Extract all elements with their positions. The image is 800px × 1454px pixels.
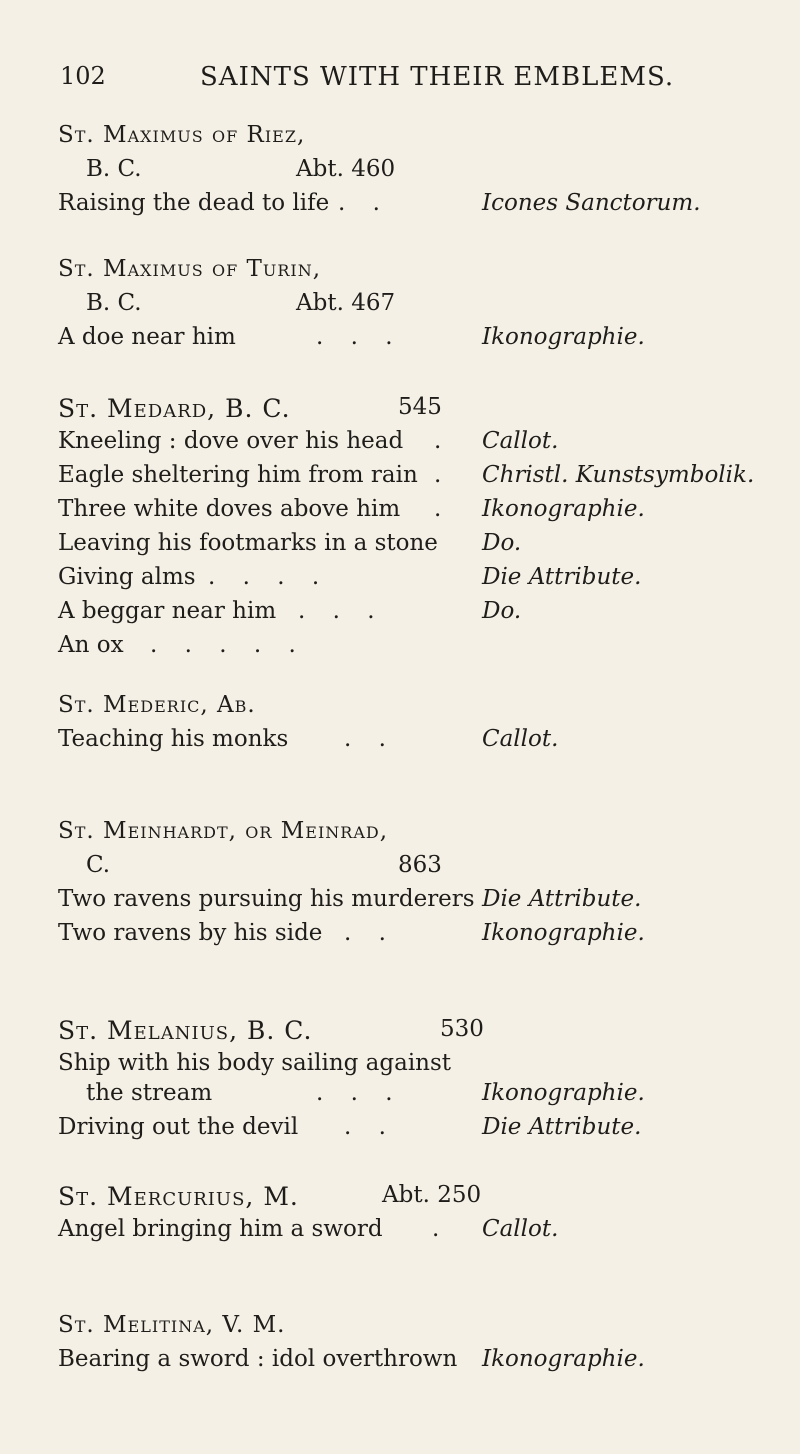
- emblem-row: [58, 920, 778, 954]
- emblem-source: Die Attribute.: [482, 886, 642, 912]
- leader-dots: . . . .: [208, 564, 330, 590]
- emblem-text: Bearing a sword : idol overthrown: [58, 1346, 458, 1372]
- emblem-text: Giving alms: [58, 564, 196, 590]
- emblem-text: Angel bringing him a sword: [58, 1216, 383, 1242]
- emblem-source: Icones Sanctorum.: [482, 190, 701, 216]
- leader-dots: . .: [344, 1114, 396, 1140]
- emblem-row: [58, 190, 778, 224]
- leader-dots: . .: [344, 920, 396, 946]
- emblem-text: Raising the dead to life: [58, 190, 330, 216]
- saint-entry-medard: [58, 394, 778, 666]
- emblem-source: Do.: [482, 530, 522, 556]
- saint-name: St. Medard, B. C.: [58, 394, 291, 423]
- saint-name: St. Meinhardt, or Meinrad,: [58, 818, 389, 844]
- saint-date: Abt. 467: [296, 290, 396, 316]
- emblem-row: [58, 324, 778, 358]
- leader-dots: .: [434, 462, 452, 488]
- page-number: 102: [60, 62, 106, 90]
- leader-dots: . . . . .: [150, 632, 306, 658]
- emblem-text-continued: the stream: [86, 1080, 213, 1106]
- saint-name: St. Maximus of Turin,: [58, 256, 322, 282]
- saint-entry-maximus-riez: [58, 122, 778, 224]
- saint-name: St. Mederic, Ab.: [58, 692, 256, 718]
- emblem-text: Ship with his body sailing against: [58, 1050, 452, 1076]
- emblem-row: [58, 564, 778, 598]
- saint-date: 545: [398, 394, 442, 420]
- emblem-row: [58, 428, 778, 462]
- saint-entry-melanius: [58, 1016, 778, 1148]
- emblem-source: Ikonographie.: [482, 496, 645, 522]
- saint-entry-mercurius: [58, 1182, 778, 1250]
- page-title: SAINTS WITH THEIR EMBLEMS.: [200, 62, 675, 92]
- emblem-text: Eagle sheltering him from rain: [58, 462, 418, 488]
- leader-dots: . . .: [298, 598, 385, 624]
- emblem-row: [58, 1114, 778, 1148]
- emblem-row: [58, 530, 778, 564]
- emblem-source: Callot.: [482, 1216, 559, 1242]
- running-head: [60, 62, 740, 96]
- emblem-source: Ikonographie.: [482, 1346, 645, 1372]
- emblem-row: [58, 1050, 778, 1080]
- emblem-source: Do.: [482, 598, 522, 624]
- saint-entry-mederic: [58, 692, 778, 760]
- emblem-text: Two ravens pursuing his murderers: [58, 886, 475, 912]
- emblem-text: An ox: [58, 632, 124, 658]
- emblem-row: [58, 496, 778, 530]
- saint-date: Abt. 250: [382, 1182, 482, 1208]
- saint-rank: B. C.: [86, 290, 142, 316]
- emblem-text: Two ravens by his side: [58, 920, 323, 946]
- emblem-source: Ikonographie.: [482, 920, 645, 946]
- emblem-row: [58, 632, 778, 666]
- emblem-row: [58, 598, 778, 632]
- saint-date: 863: [398, 852, 442, 878]
- emblem-text: A doe near him: [58, 324, 236, 350]
- emblem-source: Ikonographie.: [482, 1080, 645, 1106]
- leader-dots: . .: [344, 726, 396, 752]
- saint-date: 530: [440, 1016, 484, 1042]
- emblem-source: Ikonographie.: [482, 324, 645, 350]
- emblem-source: Callot.: [482, 428, 559, 454]
- leader-dots: . . .: [316, 324, 403, 350]
- saint-name: St. Melitina, V. M.: [58, 1312, 286, 1338]
- emblem-text: Leaving his footmarks in a stone: [58, 530, 438, 556]
- emblem-source: Christl. Kunstsymbolik.: [482, 462, 755, 488]
- emblem-row: [58, 726, 778, 760]
- emblem-row: [58, 886, 778, 920]
- saint-entry-maximus-turin: [58, 256, 778, 358]
- saint-rank: B. C.: [86, 156, 142, 182]
- leader-dots: . .: [338, 190, 390, 216]
- saint-name: St. Maximus of Riez,: [58, 122, 306, 148]
- saint-date: Abt. 460: [296, 156, 396, 182]
- emblem-source: Die Attribute.: [482, 1114, 642, 1140]
- leader-dots: .: [432, 1216, 450, 1242]
- emblem-text: A beggar near him: [58, 598, 277, 624]
- saint-entry-melitina: [58, 1312, 778, 1380]
- emblem-source: Die Attribute.: [482, 564, 642, 590]
- leader-dots: .: [434, 496, 452, 522]
- emblem-text: Driving out the devil: [58, 1114, 299, 1140]
- leader-dots: .: [434, 428, 452, 454]
- emblem-row-continued: [58, 1080, 778, 1114]
- leader-dots: . . .: [316, 1080, 403, 1106]
- saint-rank: C.: [86, 852, 111, 878]
- emblem-row: [58, 1216, 778, 1250]
- emblem-row: [58, 1346, 778, 1380]
- emblem-text: Three white doves above him: [58, 496, 401, 522]
- saint-name: St. Melanius, B. C.: [58, 1016, 313, 1045]
- emblem-row: [58, 462, 778, 496]
- saint-name: St. Mercurius, M.: [58, 1182, 299, 1211]
- saint-entry-meinhardt: [58, 818, 778, 954]
- emblem-text: Teaching his monks: [58, 726, 289, 752]
- emblem-source: Callot.: [482, 726, 559, 752]
- emblem-text: Kneeling : dove over his head: [58, 428, 404, 454]
